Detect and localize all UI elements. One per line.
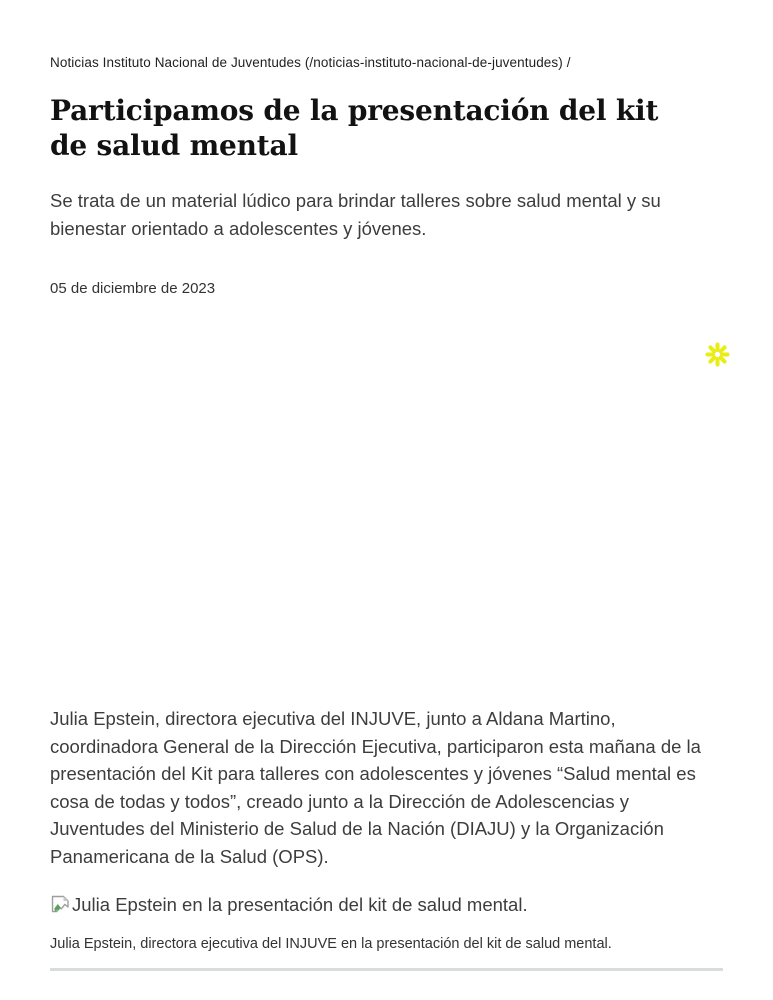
breadcrumb-link[interactable]: Noticias Instituto Nacional de Juventudes (/noticias-instituto-nacional-de-juventudes) / (50, 55, 571, 70)
broken-image-icon (50, 894, 71, 915)
broken-hero-image (50, 893, 723, 917)
article-body: Julia Epstein, directora ejecutiva del INJUVE, junto a Aldana Martino, coordinadora General de la Dirección Ejecutiva, participaron esta mañana de la presentación del Kit para talleres con adolescentes y jóvenes “Salud mental es cosa de todas y todos”, creado junto a la Dirección de Adolescencias y Juventudes del Ministerio de Salud de la Nación (DIAJU) y la Organización Panamericana de la Salud (OPS). (50, 708, 701, 867)
article-subtitle: Se trata de un material lúdico para brindar talleres sobre salud mental y su bienestar orientado a adolescentes y jóvenes. (50, 190, 661, 239)
section-divider (50, 968, 723, 971)
image-caption: Julia Epstein, directora ejecutiva del INJUVE en la presentación del kit de salud mental. (50, 936, 612, 952)
article-date: 05 de diciembre de 2023 (50, 280, 216, 297)
page-title: Participamos de la presentación del kit de salud mental (50, 94, 659, 162)
loading-spinner-icon (704, 341, 731, 368)
hero-image-placeholder (50, 298, 723, 705)
image-alt-text: Julia Epstein en la presentación del kit de salud mental. (72, 894, 528, 915)
